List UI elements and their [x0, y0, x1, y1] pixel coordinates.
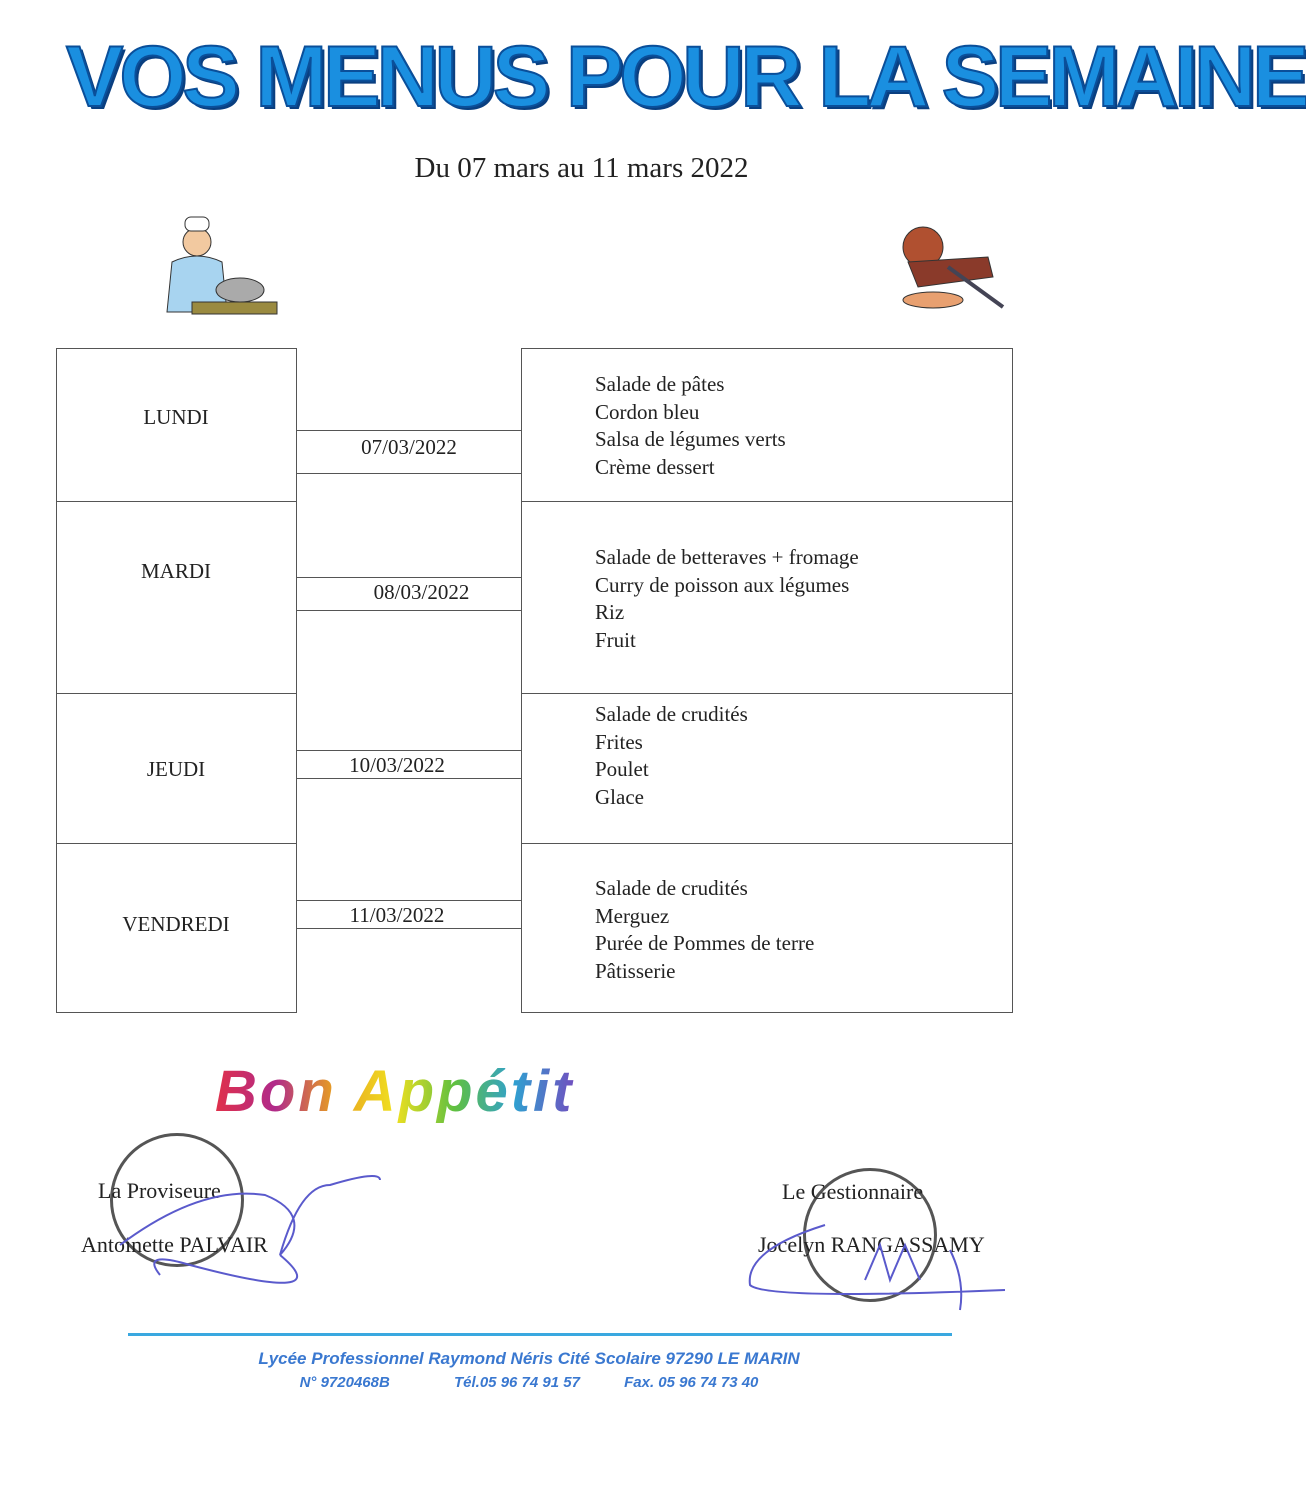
- menu-item: Poulet: [595, 757, 649, 781]
- menu-item: Curry de poisson aux légumes: [595, 572, 850, 597]
- date-tuesday: 08/03/2022: [373, 580, 470, 604]
- right-signatory-role: Le Gestionnaire: [782, 1179, 924, 1204]
- chef-illustration: [152, 212, 282, 322]
- bon-appetit-banner: Bon Appétit: [215, 1059, 575, 1124]
- menu-tuesday: [595, 544, 859, 654]
- day-label-friday: VENDREDI: [122, 912, 230, 936]
- menu-friday: [595, 875, 814, 985]
- day-label-thursday: JEUDI: [146, 757, 206, 781]
- left-signatory-role: La Proviseure: [98, 1178, 221, 1203]
- menu-item: Cordon bleu: [595, 399, 700, 424]
- menu-item: Frites: [595, 729, 643, 754]
- day-label-tuesday: MARDI: [140, 559, 211, 583]
- menu-item: Pâtisserie: [595, 958, 676, 983]
- menu-item: Salsa de légumes verts: [595, 427, 786, 451]
- footer-divider: [128, 1333, 952, 1336]
- menu-item: Fruit: [595, 627, 636, 652]
- menu-thursday: [595, 701, 748, 811]
- week-range: Du 07 mars au 11 mars 2022: [414, 152, 749, 184]
- charcuterie-illustration: [878, 222, 1008, 317]
- menu-item: Merguez: [595, 903, 670, 928]
- day-label-monday: LUNDI: [143, 405, 209, 429]
- handwritten-signature-right: [745, 1210, 1015, 1315]
- date-friday: 11/03/2022: [349, 903, 445, 927]
- menu-item: Crème dessert: [595, 454, 715, 479]
- date-monday: 07/03/2022: [361, 435, 457, 459]
- handwritten-signature-left: [100, 1175, 390, 1285]
- page-title: VOS MENUS POUR LA SEMAINE: [66, 29, 1306, 125]
- left-signatory-name: Antoinette PALVAIR: [81, 1232, 268, 1257]
- footer-number: N° 9720468B: [299, 1374, 390, 1391]
- menu-item: Salade de pâtes: [595, 372, 725, 396]
- footer-phone: Tél.05 96 74 91 57: [454, 1374, 580, 1391]
- menu-item: Riz: [595, 600, 625, 624]
- menu-item: Glace: [595, 784, 644, 809]
- menu-monday: [595, 371, 786, 481]
- menu-item: Purée de Pommes de terre: [595, 931, 815, 955]
- menu-item: Salade de betteraves + fromage: [595, 545, 859, 569]
- footer-address: Lycée Professionnel Raymond Néris Cité Scolaire 97290 LE MARIN: [258, 1349, 800, 1368]
- footer-contacts: [0, 1374, 1058, 1391]
- footer-fax: Fax. 05 96 74 73 40: [624, 1374, 759, 1391]
- menu-item: Salade de crudités: [595, 876, 748, 900]
- menu-item: Salade de crudités: [595, 702, 748, 726]
- date-thursday: 10/03/2022: [349, 753, 445, 777]
- right-signatory-name: Jocelyn RANGASSAMY: [758, 1232, 985, 1257]
